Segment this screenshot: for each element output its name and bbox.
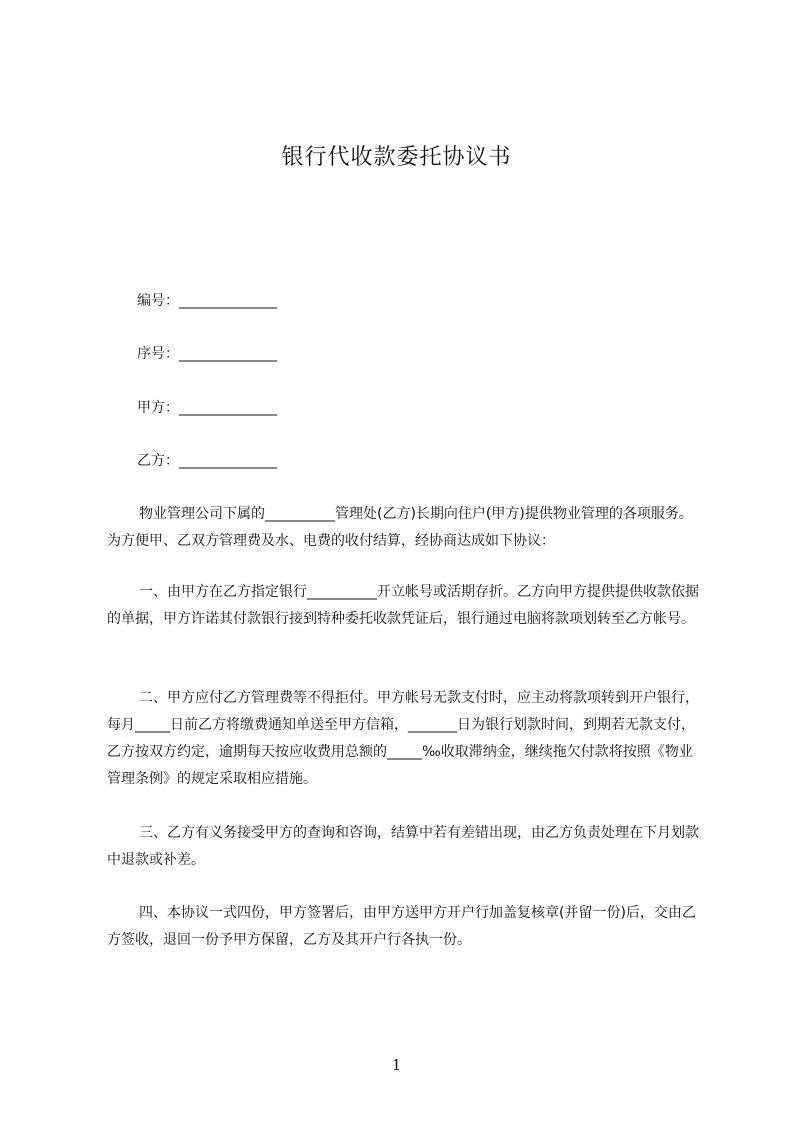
field-sequence-number: 序号：______________ xyxy=(137,346,277,362)
field-party-b: 乙方：______________ xyxy=(137,453,277,469)
paragraph-clause-3: 三、乙方有义务接受甲方的查询和咨询，结算中若有差错出现，由乙方负责处理在下月划款中退款或补差。 xyxy=(107,825,699,868)
field-party-a: 甲方：______________ xyxy=(137,400,277,416)
paragraph-intro: 物业管理公司下属的__________管理处(乙方)长期向住户(甲方)提供物业管理的各项服务。为方便甲、乙双方管理费及水、电费的收付结算，经协商达成如下协议： xyxy=(107,506,693,549)
paragraph-clause-2: 二、甲方应付乙方管理费等不得拒付。甲方帐号无款支付时，应主动将款项转到开户银行，每月_____日前乙方将缴费通知单送至甲方信箱，_______日为银行划款时间，到期若无款支付，乙方按双方约定，逾期每天按应收费用总额的_____‰收取滞纳金，继续拖欠付款将按照《物业管理条例》的规定采取相应措施。 xyxy=(107,690,699,787)
paragraph-clause-1: 一、由甲方在乙方指定银行__________开立帐号或活期存折。乙方向甲方提供提供收款依据的单据，甲方许诺其付款银行接到特种委托收款凭证后，银行通过电脑将款项划转至乙方帐号。 xyxy=(107,584,699,627)
paragraph-clause-4: 四、本协议一式四份，甲方签署后，由甲方送甲方开户行加盖复核章(并留一份)后，交由乙方签收，退回一份予甲方保留，乙方及其开户行各执一份。 xyxy=(107,905,696,948)
field-serial-number: 编号：______________ xyxy=(137,293,277,309)
page-number: 1 xyxy=(391,1056,402,1074)
document-title: 银行代收款委托协议书 xyxy=(281,145,512,170)
